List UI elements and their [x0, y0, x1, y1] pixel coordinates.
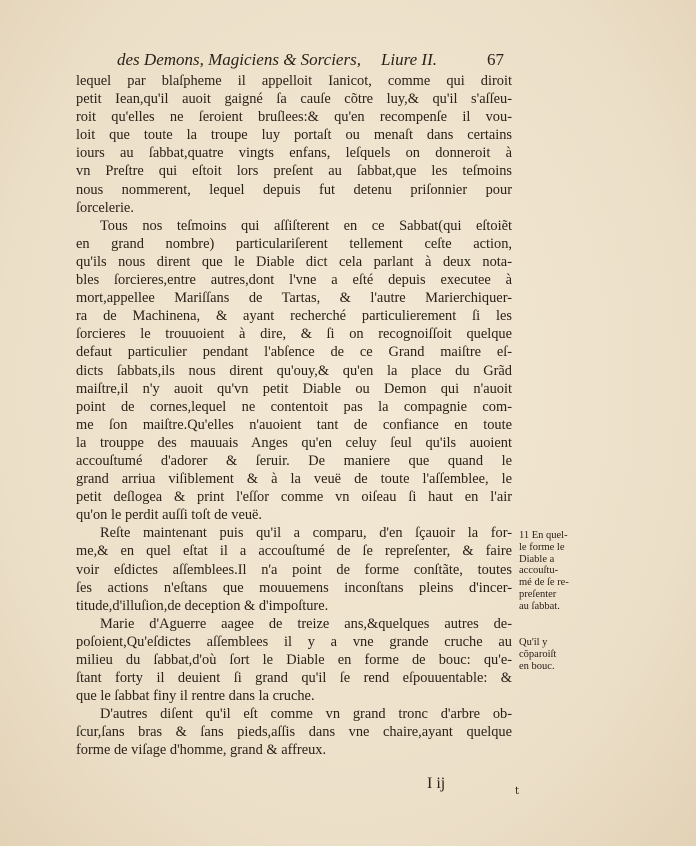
margin-note-1: 11 En quel- le forme le Diable a accouſtu- mé de ſe re- preſenter au ſabbat. [519, 530, 569, 612]
text-line: qu'ils nous dirent que le Diable dict cela parlant à deux nota- [76, 253, 512, 270]
text-line: forme de viſage d'homme, grand & affreux. [76, 742, 327, 759]
text-line: ſtant forty il deuient ſi grand qu'il ſe rend eſpouuentable: & [76, 670, 512, 687]
text-line: poſoient,Qu'eſdictes aſſemblees il y a vne grande cruche au [76, 633, 512, 650]
running-header [117, 50, 517, 74]
page-number: 67 [487, 50, 504, 69]
text-line: titude,d'illuſion,de deception & d'impoſture. [76, 597, 329, 614]
text-line: lequel par blaſpheme il appelloit Ianicot, comme qui diroit [76, 73, 512, 89]
text-line: dicts ſabbats,ils nous dirent qu'ouy,& qu'en la place du Grãd [76, 362, 512, 379]
stray-mark: t [515, 786, 520, 797]
text-line: ſorcieres le trouuoient à dire, & ſi on recognoiſſoit quelque [76, 326, 512, 343]
margin-note-2: Qu'il y cõparoiſt en bouc. [519, 637, 557, 672]
text-line: roit qu'elles ne ſeroient bruſlees:& qu'en recompenſe il vou- [76, 109, 512, 126]
signature-mark: I ij [427, 775, 446, 792]
text-line: accouſtumé d'adorer & ſeruir. De maniere que quand le [76, 452, 512, 469]
text-line: loit que toute la troupe luy portaſt ou menaſt dans certains [76, 127, 512, 144]
text-line: Marie d'Aguerre aagee de treize ans,&quelques autres de- [100, 615, 512, 632]
text-line: ſes actions n'eſtans que mouuemens inconſtans pleins d'incer- [76, 579, 512, 596]
text-line: voir eſdictes aſſemblees.Il n'a point de forme conſtãte, toutes [76, 561, 512, 578]
text-line: mort,appellee Mariſſans de Tartas, & l'autre Marierchiquer- [76, 290, 512, 307]
text-line: ſcur,ſans bras & ſans pieds,aſſis dans vne chaire,ayant quelque [76, 724, 512, 741]
text-line: petit deſlogea & print l'eſſor comme vn oiſeau ſi haut en l'air [76, 489, 512, 506]
text-line: la trouppe des mauuais Anges qu'en celuy ſeul qu'ils auoient [76, 434, 512, 451]
text-line: point de cornes,lequel ne contentoit pas la compagnie com- [76, 398, 512, 415]
text-line: bles ſorcieres,entre autres,dont l'vne a eſté depuis executee à [76, 272, 512, 289]
text-line: grand arriua viſiblement & à la veuë de toute l'aſſemblee, le [76, 471, 512, 488]
body-text [76, 72, 512, 760]
text-line: Reſte maintenant puis qu'il a comparu, d'en ſçauoir la for- [100, 525, 512, 542]
text-line: qu'on le perdit auſſi toſt de veuë. [76, 507, 263, 524]
text-line: petit Iean,qu'il auoit gaigné ſa cauſe cõtre luy,& qu'il s'aſſeu- [76, 91, 512, 108]
book-number: Liure II. [380, 50, 437, 69]
text-line: ſorcelerie. [76, 199, 134, 216]
text-line: en grand nombre) particulariſerent tellement ceſte action, [76, 235, 512, 252]
text-line: defaut particulier pendant l'abſence de ce Grand maiſtre eſ- [76, 344, 512, 361]
text-line: vn Preſtre qui eſtoit lors preſent au ſabbat,que les teſmoins [76, 163, 512, 180]
running-title: des Demons, Magiciens & Sorciers, [117, 50, 361, 69]
text-line: iours au ſabbat,quatre vingts enfans, leſquels on donneroit à [76, 145, 512, 162]
text-line: maiſtre,il n'y auoit qu'vn petit Diable ou Demon qui n'auoit [76, 380, 512, 397]
text-line: ra de Machinena, & ayant recherché particulierement ſi les [76, 308, 512, 325]
text-line: Tous nos teſmoins qui aſſiſterent en ce Sabbat(qui eſtoiẽt [100, 217, 512, 234]
text-line: milieu du ſabbat,d'où ſort le Diable en forme de bouc: qu'e- [76, 652, 512, 668]
text-line: me ſon maiſtre.Qu'elles n'auoient tant de confiance en toute [76, 416, 512, 433]
text-line: que le ſabbat finy il rentre dans la cruche. [76, 688, 315, 705]
text-line: D'autres diſent qu'il eſt comme vn grand tronc d'arbre ob- [100, 706, 512, 723]
text-line: me,& en quel eſtat il a accouſtumé de ſe repreſenter, & faire [76, 543, 512, 560]
text-line: nous nommerent, lequel depuis fut detenu priſonnier pour [76, 181, 512, 198]
